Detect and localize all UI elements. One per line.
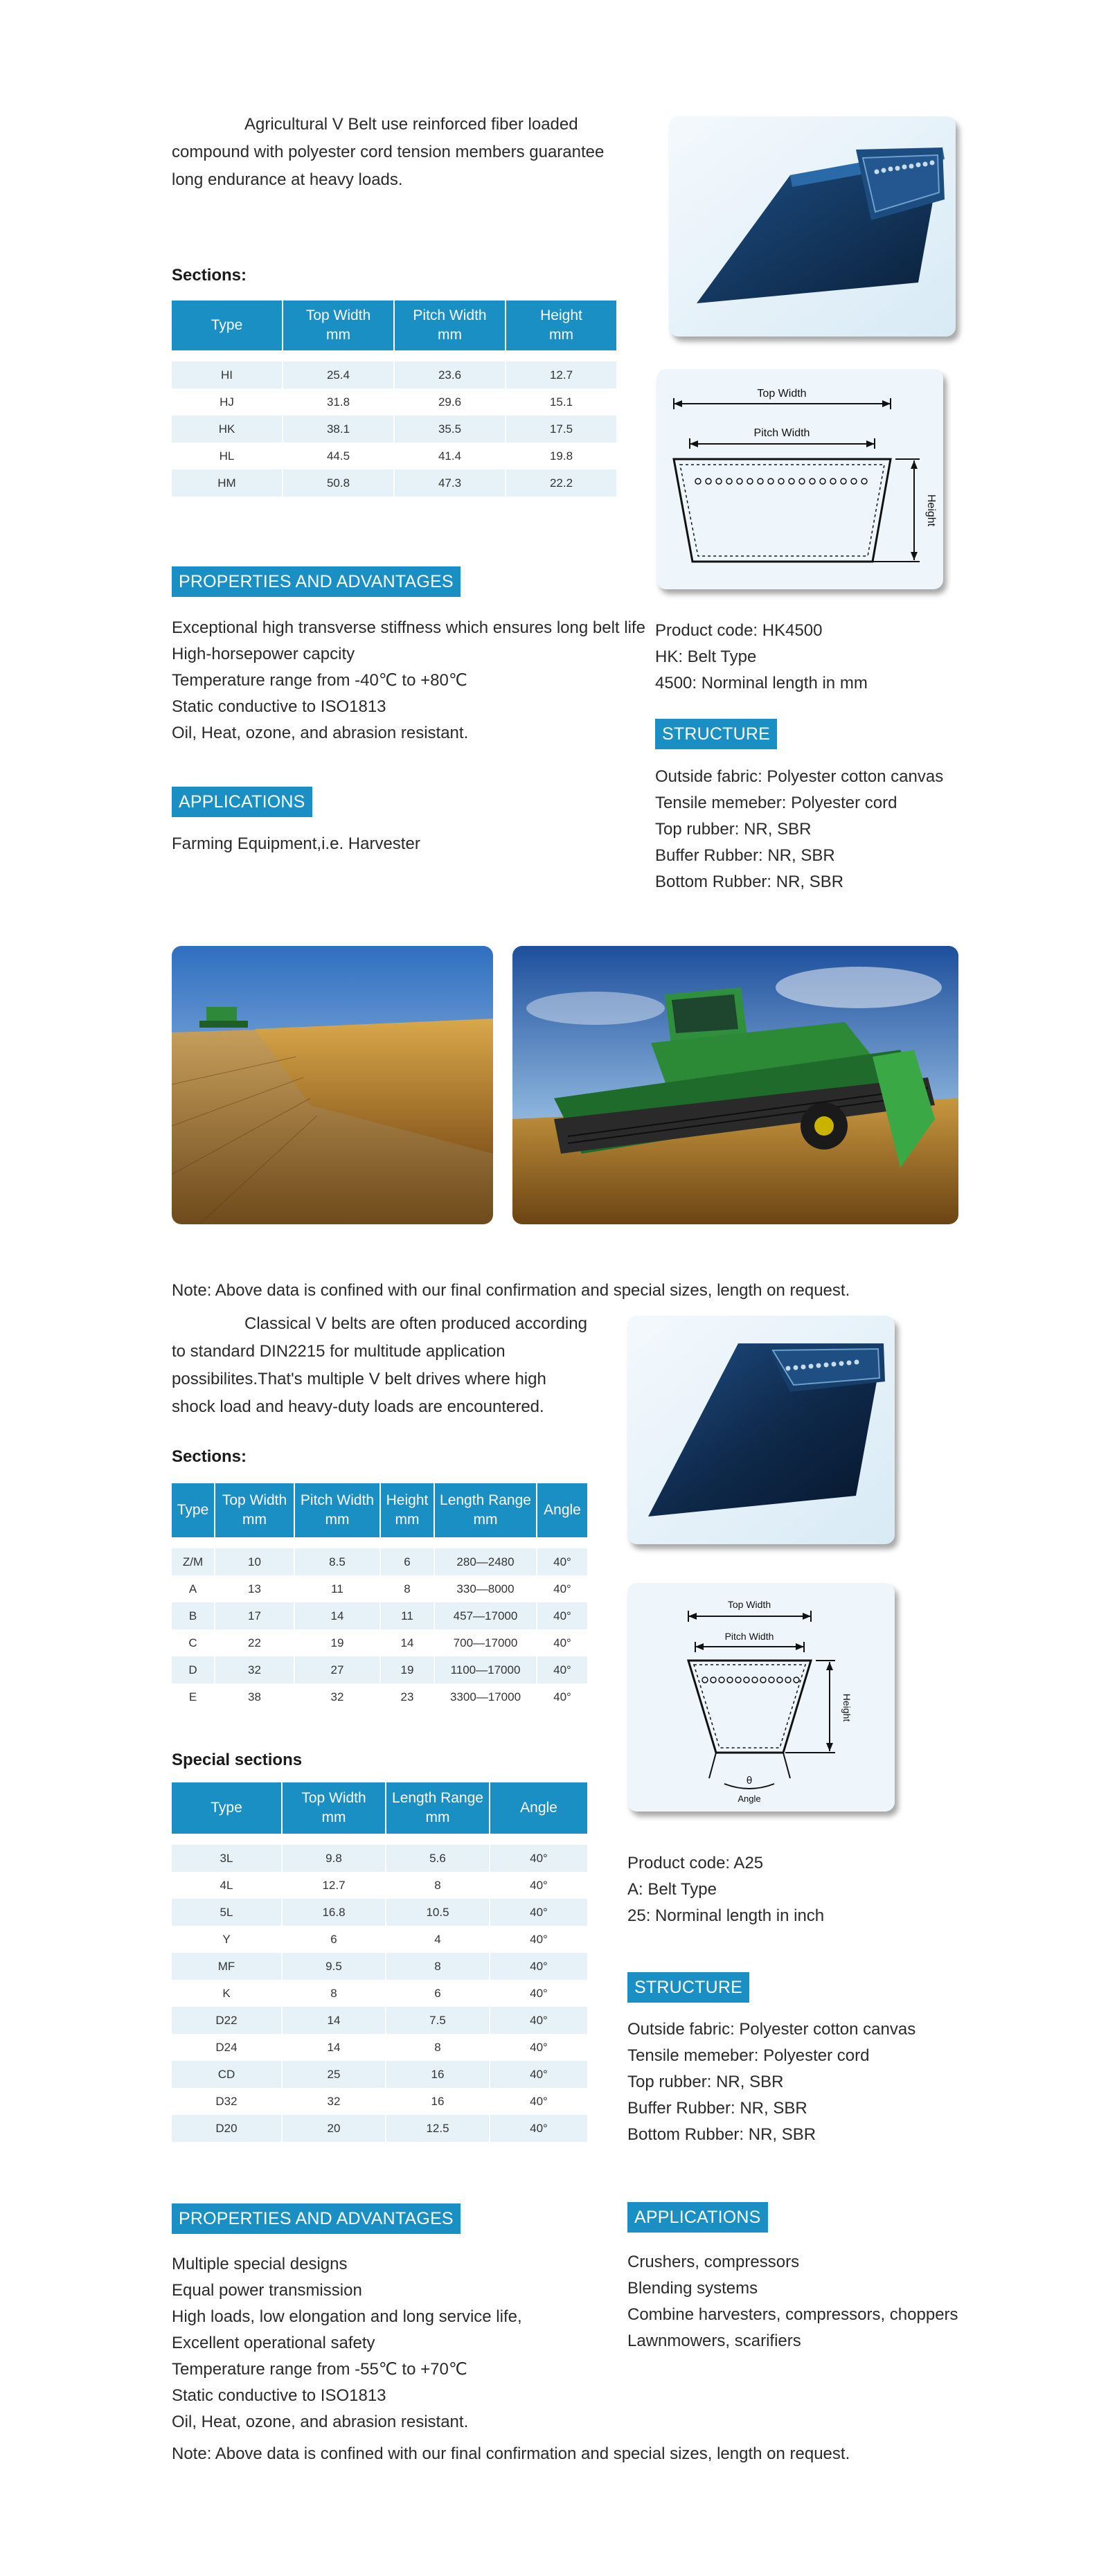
classical-sections-table (172, 1483, 587, 1710)
table-cell: 1100—17000 (435, 1656, 537, 1683)
table-cell: 16 (386, 2061, 490, 2088)
table-cell: 10.5 (386, 1899, 490, 1926)
table-cell: 23.6 (395, 361, 506, 388)
table-row (172, 1602, 587, 1629)
table-cell: 10 (215, 1548, 295, 1575)
table-cell: 22 (215, 1629, 295, 1656)
table-row (172, 1872, 587, 1899)
column-header-text: mm (549, 327, 573, 343)
sections-label: Sections: (172, 266, 247, 285)
column-header-text: Top Width (301, 1790, 366, 1806)
classical-belt-cross-section (627, 1583, 895, 1812)
classical-belt-image (627, 1316, 895, 1544)
table-cell: HL (172, 442, 283, 469)
table-cell: 16.8 (283, 1899, 386, 1926)
structure-item: Outside fabric: Polyester cotton canvas (655, 767, 944, 786)
classical-belt-diagram-card (627, 1583, 895, 1812)
property-item: Static conductive to ISO1813 (172, 697, 386, 716)
property-item: High-horsepower capcity (172, 645, 355, 663)
property-item: High loads, low elongation and long service life, (172, 2307, 522, 2326)
table-cell: 17 (215, 1602, 295, 1629)
column-header-text: Type (177, 1502, 209, 1518)
property-item: Exceptional high transverse stiffness which ensures long belt life (172, 618, 645, 637)
table-cell: 8 (386, 2034, 490, 2061)
property-item: Oil, Heat, ozone, and abrasion resistant. (172, 2413, 469, 2431)
table-row (172, 1980, 587, 2007)
table-cell: HI (172, 361, 283, 388)
structure-list (655, 764, 943, 895)
property-item: Temperature range from -40℃ to +80℃ (172, 671, 467, 690)
table-cell: Y (172, 1926, 283, 1953)
column-header-text: Length Range (440, 1492, 531, 1508)
property-item: Multiple special designs (172, 2255, 348, 2273)
sections-label-2: Sections: (172, 1447, 247, 1466)
table-cell: 38.1 (283, 415, 395, 442)
structure-item: Buffer Rubber: NR, SBR (655, 846, 835, 865)
table-cell: 8 (283, 1980, 386, 2007)
special-sections-label: Special sections (172, 1751, 303, 1769)
table-row (172, 469, 616, 497)
structure-item: Bottom Rubber: NR, SBR (655, 873, 844, 891)
table-cell: 7.5 (386, 2007, 490, 2034)
diagram-pitch-width-label: Pitch Width (753, 427, 810, 439)
table-cell: 40° (490, 2034, 587, 2061)
properties-title: PROPERTIES AND ADVANTAGES (172, 566, 461, 597)
combine-harvester-image (512, 946, 958, 1224)
table-cell: 40° (537, 1656, 587, 1683)
table-row (172, 2088, 587, 2115)
table-row (172, 1548, 587, 1575)
column-header (172, 1782, 283, 1834)
table-cell: 40° (537, 1602, 587, 1629)
table-cell: 40° (537, 1629, 587, 1656)
column-header-text: mm (326, 327, 350, 343)
application-item: Lawnmowers, scarifiers (627, 2332, 801, 2350)
column-header-text: Height (386, 1492, 429, 1508)
table-cell: HK (172, 415, 283, 442)
table-cell: 14 (381, 1629, 435, 1656)
column-header (172, 1483, 215, 1537)
column-header-text: Top Width (222, 1492, 287, 1508)
product-code-line: HK: Belt Type (655, 647, 757, 666)
table-cell: 8.5 (295, 1548, 381, 1575)
column-header (386, 1782, 490, 1834)
wheat-field-photo (172, 946, 493, 1224)
table-cell: HJ (172, 388, 283, 415)
table-cell: CD (172, 2061, 283, 2088)
column-header-text: Type (211, 317, 243, 333)
table-cell: 19 (381, 1656, 435, 1683)
agricultural-belt-intro: Agricultural V Belt use reinforced fiber loaded compound with polyester cord tension members guarantee long endurance at heavy loads. (172, 115, 605, 189)
table-cell: HM (172, 469, 283, 497)
table-row (172, 2061, 587, 2088)
column-header (295, 1483, 381, 1537)
column-header-text: Height (540, 307, 582, 323)
table-cell: 6 (283, 1926, 386, 1953)
agricultural-belt-photo-card (669, 116, 956, 337)
product-code-line: Product code: HK4500 (655, 621, 823, 640)
table-cell: 6 (381, 1548, 435, 1575)
note-1: Note: Above data is confined with our final confirmation and special sizes, length on request. (172, 1281, 850, 1300)
column-header-text: Top Width (305, 307, 371, 323)
product-code-line: 25: Norminal length in inch (627, 1906, 825, 1925)
column-header (283, 1782, 386, 1834)
table-row (172, 1953, 587, 1980)
table-cell: 40° (537, 1575, 587, 1602)
table-cell: 5L (172, 1899, 283, 1926)
diagram2-height-label: Height (841, 1693, 852, 1722)
column-header-text: Angle (544, 1502, 581, 1518)
table-cell: 8 (386, 1872, 490, 1899)
application-item: Crushers, compressors (627, 2253, 800, 2271)
table-cell: 32 (215, 1656, 295, 1683)
diagram2-angle-symbol: θ (746, 1776, 753, 1787)
column-header-text: Type (211, 1800, 242, 1816)
table-cell: 40° (490, 2007, 587, 2034)
diagram2-pitch-width-label: Pitch Width (724, 1631, 774, 1642)
table-cell: 457—17000 (435, 1602, 537, 1629)
table-cell: 31.8 (283, 388, 395, 415)
table-cell: 32 (295, 1683, 381, 1710)
table-cell: 9.5 (283, 1953, 386, 1980)
table-cell: 6 (386, 1980, 490, 2007)
table-cell: 13 (215, 1575, 295, 1602)
table-cell: 25.4 (283, 361, 395, 388)
table-cell: 15.1 (506, 388, 616, 415)
table-cell: 22.2 (506, 469, 616, 497)
property-item: Temperature range from -55℃ to +70℃ (172, 2360, 467, 2379)
column-header-text: Angle (520, 1800, 557, 1816)
table-cell: 40° (490, 1926, 587, 1953)
table-cell: 20 (283, 2115, 386, 2142)
column-header (506, 301, 616, 350)
table-cell: E (172, 1683, 215, 1710)
property-item: Oil, Heat, ozone, and abrasion resistant. (172, 724, 469, 742)
column-header (435, 1483, 537, 1537)
table-cell: 44.5 (283, 442, 395, 469)
table-cell: 4L (172, 1872, 283, 1899)
table-cell: B (172, 1602, 215, 1629)
wheat-field-image (172, 946, 493, 1224)
table-cell: 330—8000 (435, 1575, 537, 1602)
table-cell: 8 (381, 1575, 435, 1602)
product-code-line: 4500: Norminal length in mm (655, 674, 868, 692)
table-row (172, 1845, 587, 1872)
table-cell: 23 (381, 1683, 435, 1710)
product-code-block (655, 618, 868, 697)
structure-list-2 (627, 2016, 915, 2148)
combine-harvester-photo (512, 946, 958, 1224)
table-cell: 19 (295, 1629, 381, 1656)
note-2: Note: Above data is confined with our final confirmation and special sizes, length on request. (172, 2444, 850, 2463)
table-row (172, 442, 616, 469)
column-header (381, 1483, 435, 1537)
table-cell: 40° (490, 1899, 587, 1926)
table-row (172, 2007, 587, 2034)
structure-item: Outside fabric: Polyester cotton canvas (627, 2020, 916, 2039)
table-cell: 29.6 (395, 388, 506, 415)
table-row (172, 1656, 587, 1683)
table-cell: 40° (490, 2061, 587, 2088)
column-header-text: mm (438, 327, 462, 343)
column-header (283, 301, 395, 350)
table-cell: 40° (490, 2115, 587, 2142)
classical-belt-intro: Classical V belts are often produced according to standard DIN2215 for multitude application possibilites.That's multiple V belt drives where high shock load and heavy-duty loads are encountered. (172, 1314, 587, 1416)
column-header-text: Pitch Width (413, 307, 487, 323)
table-cell: 40° (490, 1845, 587, 1872)
table-row (172, 2034, 587, 2061)
table-cell: K (172, 1980, 283, 2007)
table-row (172, 1629, 587, 1656)
table-cell: 40° (537, 1683, 587, 1710)
column-header-text: mm (425, 1809, 450, 1825)
table-cell: 27 (295, 1656, 381, 1683)
table-cell: 38 (215, 1683, 295, 1710)
table-cell: Z/M (172, 1548, 215, 1575)
table-row (172, 415, 616, 442)
table-cell: 19.8 (506, 442, 616, 469)
diagram-top-width-label: Top Width (757, 388, 807, 400)
table-cell: 40° (490, 2088, 587, 2115)
table-cell: 11 (381, 1602, 435, 1629)
applications-list-2 (627, 2249, 958, 2354)
table-cell: 12.7 (506, 361, 616, 388)
table-row (172, 1899, 587, 1926)
structure-item: Top rubber: NR, SBR (627, 2073, 784, 2091)
agricultural-belt-image (669, 116, 956, 337)
table-row (172, 1575, 587, 1602)
table-cell: 4 (386, 1926, 490, 1953)
table-cell: D24 (172, 2034, 283, 2061)
agricultural-belt-diagram-card (656, 369, 943, 589)
table-cell: C (172, 1629, 215, 1656)
table-cell: 40° (490, 1953, 587, 1980)
column-header (537, 1483, 587, 1537)
table-row (172, 361, 616, 388)
table-cell: MF (172, 1953, 283, 1980)
table-cell: 5.6 (386, 1845, 490, 1872)
table-cell: 9.8 (283, 1845, 386, 1872)
diagram2-angle-label: Angle (738, 1794, 761, 1804)
column-header-text: mm (242, 1512, 267, 1528)
structure-title: STRUCTURE (655, 719, 777, 749)
table-row (172, 1683, 587, 1710)
column-header-text: Length Range (392, 1790, 483, 1806)
table-cell: D20 (172, 2115, 283, 2142)
table-cell: 14 (283, 2034, 386, 2061)
table-cell: 35.5 (395, 415, 506, 442)
property-item: Excellent operational safety (172, 2334, 375, 2352)
table-cell: 47.3 (395, 469, 506, 497)
table-cell: 12.5 (386, 2115, 490, 2142)
application-item: Combine harvesters, compressors, choppers (627, 2305, 958, 2324)
column-header (395, 301, 506, 350)
property-item: Static conductive to ISO1813 (172, 2386, 386, 2405)
table-cell: 8 (386, 1953, 490, 1980)
column-header-text: mm (325, 1512, 350, 1528)
table-cell: 12.7 (283, 1872, 386, 1899)
product-code-line: Product code: A25 (627, 1854, 764, 1872)
table-row (172, 2115, 587, 2142)
table-cell: 50.8 (283, 469, 395, 497)
table-cell: 40° (490, 1872, 587, 1899)
table-cell: 14 (283, 2007, 386, 2034)
properties-list-2 (172, 2251, 522, 2435)
table-cell: D (172, 1656, 215, 1683)
column-header (215, 1483, 295, 1537)
table-cell: 3300—17000 (435, 1683, 537, 1710)
table-cell: 25 (283, 2061, 386, 2088)
applications-list (172, 831, 420, 857)
table-cell: 32 (283, 2088, 386, 2115)
diagram2-top-width-label: Top Width (727, 1599, 771, 1610)
table-cell: 16 (386, 2088, 490, 2115)
diagram-height-label: Height (925, 494, 937, 527)
structure-title-2: STRUCTURE (627, 1972, 749, 2003)
table-row (172, 388, 616, 415)
column-header (490, 1782, 587, 1834)
table-cell: 40° (490, 1980, 587, 2007)
special-sections-table (172, 1782, 587, 2142)
structure-item: Tensile memeber: Polyester cord (627, 2046, 870, 2065)
application-item: Farming Equipment,i.e. Harvester (172, 834, 420, 853)
application-item: Blending systems (627, 2279, 758, 2298)
column-header-text: mm (321, 1809, 346, 1825)
property-item: Equal power transmission (172, 2281, 362, 2300)
table-cell: D22 (172, 2007, 283, 2034)
classical-belt-photo-card (627, 1316, 895, 1544)
table-cell: 17.5 (506, 415, 616, 442)
properties-list (172, 615, 645, 746)
table-cell: 14 (295, 1602, 381, 1629)
product-code-line: A: Belt Type (627, 1880, 717, 1899)
agricultural-belt-cross-section (656, 369, 943, 589)
table-cell: 700—17000 (435, 1629, 537, 1656)
agricultural-sections-table (172, 301, 616, 497)
table-cell: 280—2480 (435, 1548, 537, 1575)
column-header-text: mm (473, 1512, 498, 1528)
column-header-text: mm (395, 1512, 420, 1528)
table-cell: 40° (537, 1548, 587, 1575)
structure-item: Bottom Rubber: NR, SBR (627, 2125, 816, 2144)
applications-title: APPLICATIONS (172, 787, 312, 817)
column-header-text: Pitch Width (300, 1492, 375, 1508)
product-code-block-2 (627, 1850, 824, 1929)
table-row (172, 1926, 587, 1953)
structure-item: Tensile memeber: Polyester cord (655, 794, 897, 812)
table-cell: D32 (172, 2088, 283, 2115)
structure-item: Top rubber: NR, SBR (655, 820, 812, 839)
column-header (172, 301, 283, 350)
table-cell: A (172, 1575, 215, 1602)
table-cell: 41.4 (395, 442, 506, 469)
applications-title-2: APPLICATIONS (627, 2202, 768, 2233)
structure-item: Buffer Rubber: NR, SBR (627, 2099, 807, 2118)
properties-title-2: PROPERTIES AND ADVANTAGES (172, 2203, 461, 2234)
table-cell: 3L (172, 1845, 283, 1872)
table-cell: 11 (295, 1575, 381, 1602)
